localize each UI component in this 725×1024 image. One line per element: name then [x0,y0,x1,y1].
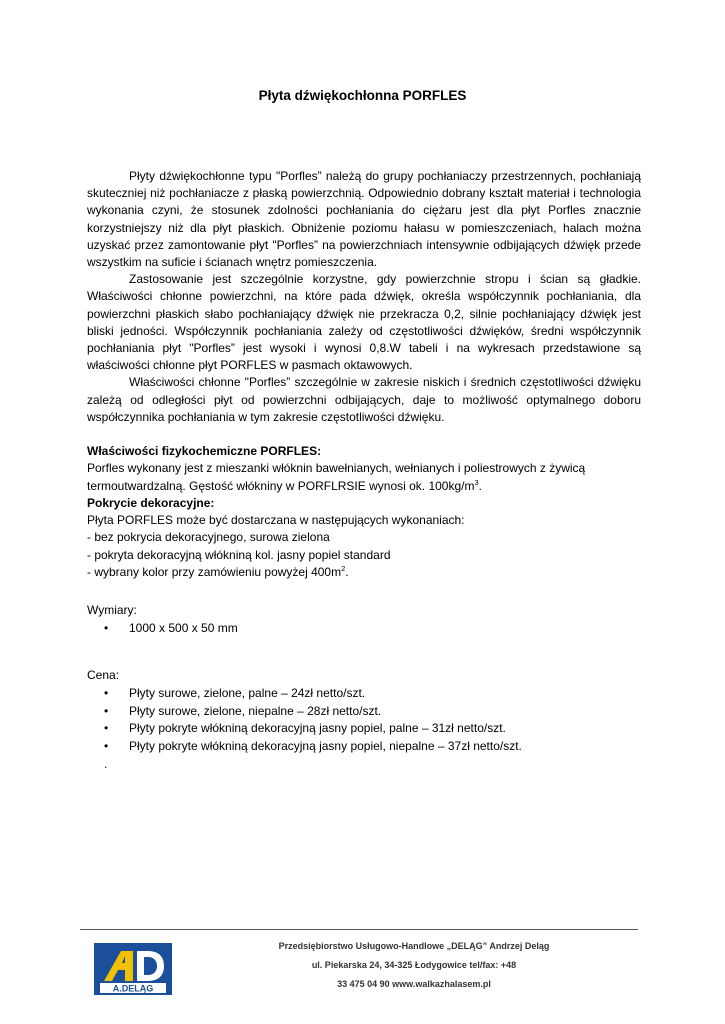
bullet-icon: • [104,703,109,718]
footer-contact [190,937,638,994]
list-item [87,720,522,738]
intro-paragraph-1: Płyty dźwiękochłonne typu "Porfles” należą do grupy pochłaniaczy przestrzennych, pochłaniają skuteczniej niż pochłaniacze z płaską powierzchnią. Odpowiednio dobrany kształt materiał i technologia wykonania czyni, że stosunek zdolności pochłaniania do ciężaru jest dla płyt Porfles znacznie korzystniejszy niż dla płyt płaskich. Obniżenie poziomu hałasu w pomieszczeniach, halach można uzyskać przez zamontowanie płyt "Porfles” na powierzchniach intensywnie odbijających dźwięk przede wszystkim na suficie i ścianach wnętrz pomieszczenia. [87,169,641,270]
price-item-4: Płyty pokryte włókniną dekoracyjną jasny popiel, niepalne – 37zł netto/szt. [129,739,522,754]
bullet-icon: • [104,620,109,635]
bullet-icon: • [104,685,109,700]
list-item [87,620,238,638]
price-item-2: Płyty surowe, zielone, niepalne – 28zł netto/szt. [129,703,382,718]
dimensions-section [87,602,238,637]
footer-divider [80,929,638,930]
density-text: termoutwardzalną. Gęstość włókniny w PORFLRSIE wynosi ok. 100kg/m [87,478,475,493]
coating-intro: Płyta PORFLES może być dostarczana w następujących wykonaniach: [87,513,465,528]
price-item-3: Płyty pokryte włókniną dekoracyjną jasny popiel, palne – 31zł netto/szt. [129,721,506,736]
logo-label: A.DELĄG [112,983,154,994]
density-period: . [478,478,482,493]
dimension-value: 1000 x 500 x 50 mm [129,620,238,635]
intro-paragraph-2: Zastosowanie jest szczególnie korzystne, gdy powierzchnie stropu i ścian są gładkie. Właściwości chłonne powierzchni, na które pada dźwięk, określa współczynnik pochłaniania, dla powierzchni płaskich słabo pochłaniający dźwięk nie przekracza 0,2, silnie pochłaniający dźwięk jest bliski jedności. Współczynnik pochłaniania zależy od częstotliwości dźwięków, średni współczynnik pochłaniania płyt "Porfles” jest wysoki i wynosi 0,8.W tabeli i na wykresach przedstawione są właściwości chłonne płyt PORFLES w pasmach oktawowych. [87,272,641,373]
bullet-icon: • [104,721,109,736]
coating-option-3-period: . [345,565,349,580]
properties-section [87,443,647,581]
price-list [87,685,522,756]
coating-heading: Pokrycie dekoracyjne: [87,495,215,510]
list-item [87,738,522,756]
properties-heading: Właściwości fizykochemiczne PORFLES: [87,444,322,458]
properties-composition: Porfles wykonany jest z mieszanki włóknin bawełnianych, wełnianych i poliestrowych z żywicą [87,461,586,476]
dimensions-list [87,620,238,638]
price-label: Cena: [87,668,120,682]
trailing-period: . [104,756,108,771]
dimensions-label: Wymiary: [87,603,137,617]
area-unit-exponent: 2 [341,564,346,574]
coating-option-3 [87,564,647,581]
list-item [87,703,522,721]
intro-paragraph-3: Właściwości chłonne "Porfles” szczególnie w zakresie niskich i średnich częstotliwości dźwięku zależą od odległości płyt od powierzchni odbijających, daje to możliwość optymalnego doboru współczynnika pochłaniania w tym zakresie częstotliwości dźwięku. [87,375,641,424]
bullet-icon: • [104,739,109,754]
properties-density [87,478,647,495]
density-unit-exponent: 3 [474,477,479,487]
price-item-1: Płyty surowe, zielone, palne – 24zł netto/szt. [129,685,366,700]
document-title: Płyta dźwiękochłonna PORFLES [258,88,467,103]
coating-option-2: - pokryta dekoracyjną włókniną kol. jasny popiel standard [87,547,391,562]
company-logo [94,943,172,995]
footer-address: ul. Piekarska 24, 34-325 Łodygowice tel/fax: +48 [311,960,517,970]
coating-option-3-text: - wybrany kolor przy zamówieniu powyżej 400m [87,565,342,580]
list-item [87,685,522,703]
coating-option-1: - bez pokrycia dekoracyjnego, surowa zielona [87,530,330,545]
price-section [87,667,522,774]
footer-phone-web: 33 475 04 90 www.walkazhalasem.pl [337,979,491,989]
intro-section [87,168,641,426]
footer-company: Przedsiębiorstwo Usługowo-Handlowe „DELĄG” Andrzej Deląg [278,941,550,951]
